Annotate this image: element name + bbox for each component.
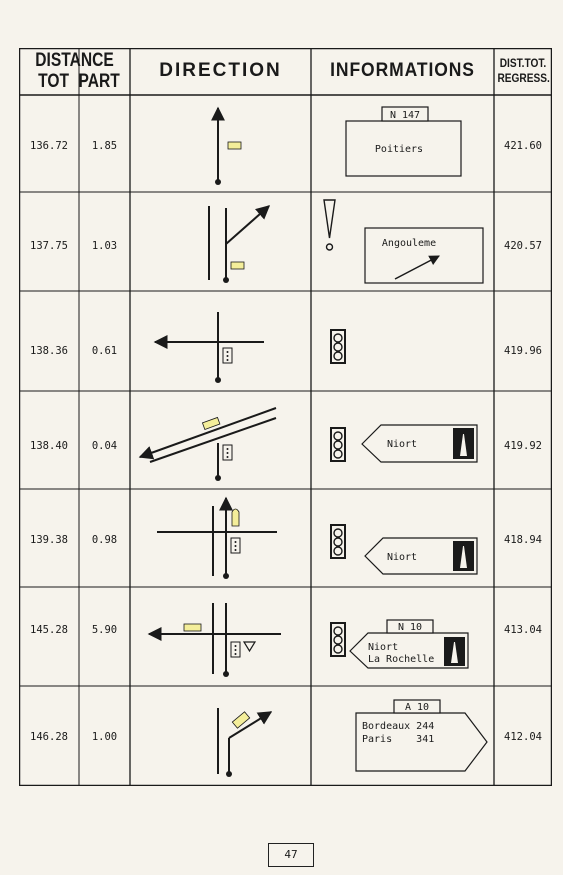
row1-direction-diagram xyxy=(215,108,241,185)
row6-road-sign xyxy=(350,620,468,668)
row3-regress: 419.96 xyxy=(504,345,542,357)
row3-tot: 138.36 xyxy=(30,345,68,357)
row4-part: 0.04 xyxy=(91,440,118,452)
header-informations: INFORMATIONS xyxy=(330,60,475,81)
row7-direction-diagram xyxy=(218,708,271,777)
row5-direction-diagram xyxy=(157,498,277,579)
car-marker-icon xyxy=(232,509,239,526)
row1-part: 1.85 xyxy=(91,140,118,152)
row5-traffic-light-icon xyxy=(331,525,345,558)
row2-tot: 137.75 xyxy=(30,240,68,252)
car-marker-icon xyxy=(231,262,244,269)
row6-direction-diagram xyxy=(149,603,281,677)
row7-tot: 146.28 xyxy=(30,731,68,743)
row6-road-number: N 10 xyxy=(397,622,423,633)
row4-regress: 419.92 xyxy=(504,440,542,452)
row2-sign-destination: Angouleme xyxy=(381,238,437,249)
car-marker-icon xyxy=(228,142,241,149)
row6-traffic-light-icon xyxy=(331,623,345,656)
row5-road-sign xyxy=(365,538,477,574)
row2-regress: 420.57 xyxy=(504,240,542,252)
row6-regress: 413.04 xyxy=(504,624,542,636)
row1-road-number: N 147 xyxy=(389,110,421,121)
row3-part: 0.61 xyxy=(91,345,118,357)
page-number: 47 xyxy=(268,843,314,867)
row6-tot: 145.28 xyxy=(30,624,68,636)
row2-warning-sign-icon xyxy=(324,200,335,250)
row5-tot: 139.38 xyxy=(30,534,68,546)
row4-sign-destination: Niort xyxy=(386,439,418,450)
row6-sign-destination-1: Niort xyxy=(368,642,399,653)
roadbook-table xyxy=(19,48,552,786)
row7-road-number: A 10 xyxy=(404,702,430,713)
row4-direction-diagram xyxy=(140,408,276,481)
row6-part: 5.90 xyxy=(91,624,118,636)
header-dist-regress-line1: DIST.TOT. xyxy=(499,58,547,70)
row5-regress: 418.94 xyxy=(504,534,542,546)
row5-sign-destination: Niort xyxy=(386,552,418,563)
row1-regress: 421.60 xyxy=(504,140,542,152)
header-distance-label: DISTANCE xyxy=(35,50,114,71)
row2-direction-diagram xyxy=(209,206,269,283)
row1-sign-destination: Poitiers xyxy=(374,144,424,155)
row2-part: 1.03 xyxy=(91,240,118,252)
row7-sign-line2: Paris 341 xyxy=(362,734,435,745)
row4-traffic-light-icon xyxy=(331,428,345,461)
row7-regress: 412.04 xyxy=(504,731,542,743)
header-tot: TOT xyxy=(38,71,70,92)
car-marker-icon xyxy=(202,417,219,429)
tulip-drawings xyxy=(19,48,552,786)
row4-road-sign xyxy=(362,425,477,462)
row6-sign-destination-2: La Rochelle xyxy=(368,654,435,665)
row1-road-sign xyxy=(346,107,461,176)
header-direction: DIRECTION xyxy=(159,60,282,81)
give-way-icon xyxy=(244,642,255,651)
row4-tot: 138.40 xyxy=(30,440,68,452)
row7-part: 1.00 xyxy=(91,731,118,743)
row7-road-sign xyxy=(356,700,487,771)
row5-part: 0.98 xyxy=(91,534,118,546)
car-marker-icon xyxy=(184,624,201,631)
header-dist-regress-line2: REGRESS. xyxy=(497,72,550,85)
row2-road-sign xyxy=(365,228,483,283)
row3-direction-diagram xyxy=(155,312,264,383)
row1-tot: 136.72 xyxy=(30,140,68,152)
row3-traffic-light-icon xyxy=(331,330,345,363)
row7-sign-line1: Bordeaux 244 xyxy=(362,721,435,732)
header-part: PART xyxy=(78,71,120,92)
